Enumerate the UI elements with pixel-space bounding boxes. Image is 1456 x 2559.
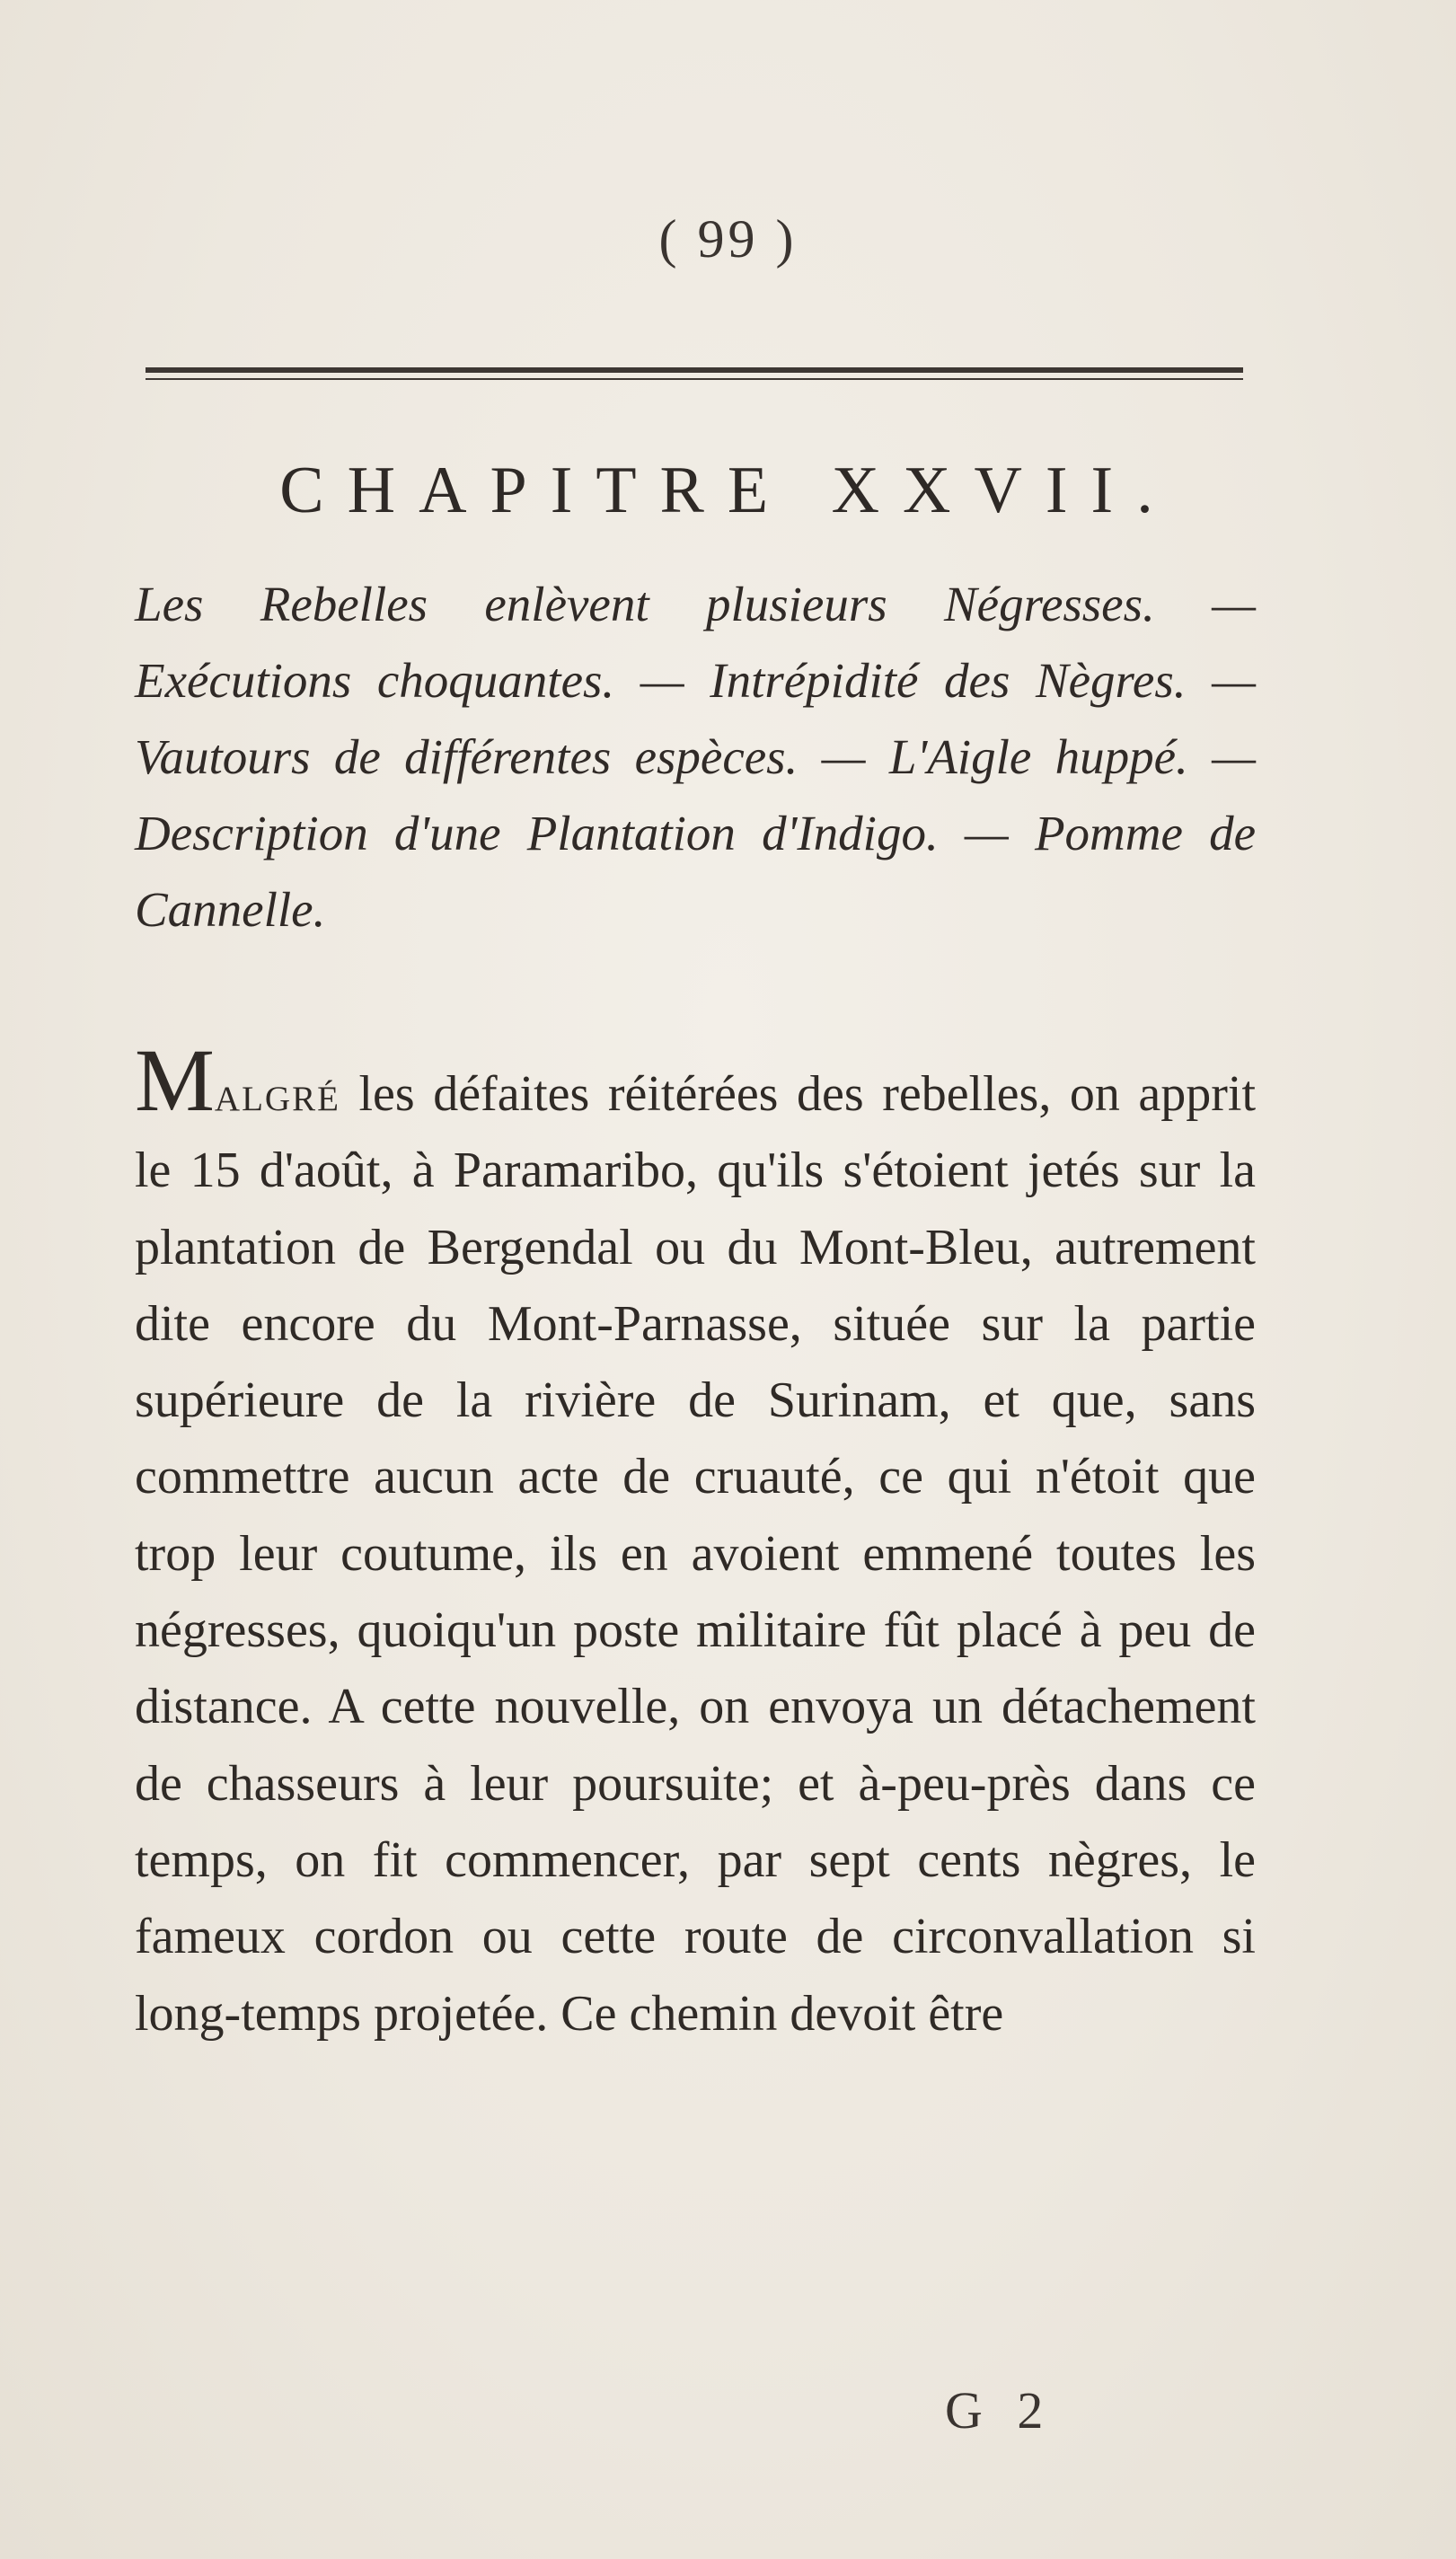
chapter-summary-text: Les Rebelles enlèvent plusieurs Négresses. — Exécutions choquantes. — Intrépidité des Nègres. — Vautours de différentes espèces. — L'Aigle huppé. — Description d'une Plantation d'Indigo. — Pomme de Cannelle. (135, 577, 1256, 937)
page-number: ( 99 ) (658, 209, 798, 269)
chapter-summary (135, 566, 1256, 948)
body-paragraph-text: les défaites réitérées des rebelles, on apprit le 15 d'août, à Paramaribo, qu'ils s'étoient jetés sur la plantation de Bergendal ou du Mont-Bleu, autrement dite encore du Mont-Parnasse, située sur la partie supérieure de la rivière de Surinam, et que, sans commettre aucun acte de cruauté, ce qui n'étoit que trop leur coutume, ils en avoient emmené toutes les négresses, quoiqu'un poste militaire fût placé à peu de distance. A cette nouvelle, on envoya un détachement de chasseurs à leur poursuite; et à-peu-près dans ce temps, on fit commencer, par sept cents nègres, le fameux cordon ou cette route de circonvallation si long-temps projetée. Ce chemin devoit être (135, 1066, 1256, 2042)
body-text (135, 1030, 1256, 2052)
first-word-rest: algré (214, 1066, 340, 1122)
drop-cap: M (135, 1030, 215, 1130)
body-paragraph (135, 1030, 1256, 2052)
header-rule-thick (146, 367, 1243, 373)
signature-mark: G 2 (945, 2381, 1054, 2440)
chapter-title: CHAPITRE XXVII. (279, 454, 1177, 527)
header-rule-thin (146, 378, 1243, 380)
